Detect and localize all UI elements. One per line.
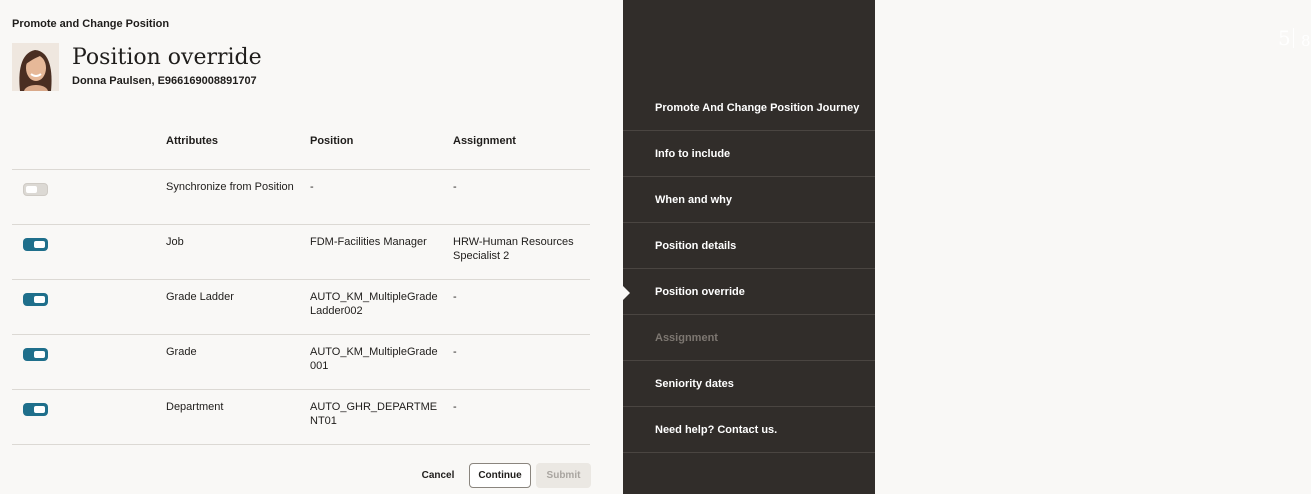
total-steps-number: 8 xyxy=(1301,32,1311,50)
step-divider xyxy=(1293,28,1294,48)
attribute-cell: Synchronize from Position xyxy=(166,181,294,193)
job-toggle[interactable] xyxy=(23,238,48,251)
nav-item-when-and-why[interactable]: When and why xyxy=(623,177,875,223)
person-info: Donna Paulsen, E966169008891707 xyxy=(72,75,257,87)
assignment-cell: - xyxy=(453,181,457,193)
nav-item-position-details[interactable]: Position details xyxy=(623,223,875,269)
avatar xyxy=(12,43,59,91)
submit-button[interactable]: Submit xyxy=(536,463,591,488)
avatar-photo xyxy=(12,43,59,91)
grade-toggle[interactable] xyxy=(23,348,48,361)
grade-ladder-toggle[interactable] xyxy=(23,293,48,306)
nav-item-info-to-include[interactable]: Info to include xyxy=(623,131,875,177)
nav-item-seniority-dates[interactable]: Seniority dates xyxy=(623,361,875,407)
page-title: Position override xyxy=(72,45,262,70)
table-header xyxy=(12,124,590,170)
table-row xyxy=(12,225,590,280)
attribute-cell: Grade Ladder xyxy=(166,291,234,303)
nav-item-journey[interactable]: Promote And Change Position Journey xyxy=(623,85,875,131)
nav-item-need-help[interactable]: Need help? Contact us. xyxy=(623,407,875,453)
table-row xyxy=(12,335,590,390)
assignment-cell: - xyxy=(453,401,457,413)
toggle-knob xyxy=(34,406,45,413)
table-row xyxy=(12,170,590,225)
current-step-number: 5 xyxy=(1278,26,1291,50)
table-row xyxy=(12,280,590,335)
toggle-knob xyxy=(34,241,45,248)
assignment-cell: HRW-Human Resources Specialist 2 xyxy=(453,236,574,262)
position-cell: AUTO_GHR_DEPARTMENT01 xyxy=(310,401,438,427)
position-cell: - xyxy=(310,181,314,193)
continue-button[interactable]: Continue xyxy=(469,463,531,488)
cancel-button[interactable]: Cancel xyxy=(412,463,464,488)
main-panel xyxy=(0,0,623,494)
synchronize-toggle[interactable] xyxy=(23,183,48,196)
position-cell: FDM-Facilities Manager xyxy=(310,236,427,248)
attribute-cell: Job xyxy=(166,236,184,248)
toggle-knob xyxy=(34,296,45,303)
table-row xyxy=(12,390,590,445)
toggle-knob xyxy=(26,186,37,193)
attribute-cell: Grade xyxy=(166,346,197,358)
position-cell: AUTO_KM_MultipleGrade001 xyxy=(310,346,438,372)
nav-item-position-override[interactable]: Position override xyxy=(623,269,875,315)
assignment-cell: - xyxy=(453,291,457,303)
attribute-cell: Department xyxy=(166,401,224,413)
journey-steps-nav xyxy=(623,85,875,453)
page-header: Promote and Change Position xyxy=(12,18,170,30)
toggle-knob xyxy=(34,351,45,358)
department-toggle[interactable] xyxy=(23,403,48,416)
column-header-assignment: Assignment xyxy=(453,135,516,147)
assignment-cell: - xyxy=(453,346,457,358)
nav-item-assignment: Assignment xyxy=(623,315,875,361)
column-header-attributes: Attributes xyxy=(166,135,218,147)
override-table xyxy=(12,124,590,445)
position-cell: AUTO_KM_MultipleGradeLadder002 xyxy=(310,291,438,317)
column-header-position: Position xyxy=(310,135,354,147)
